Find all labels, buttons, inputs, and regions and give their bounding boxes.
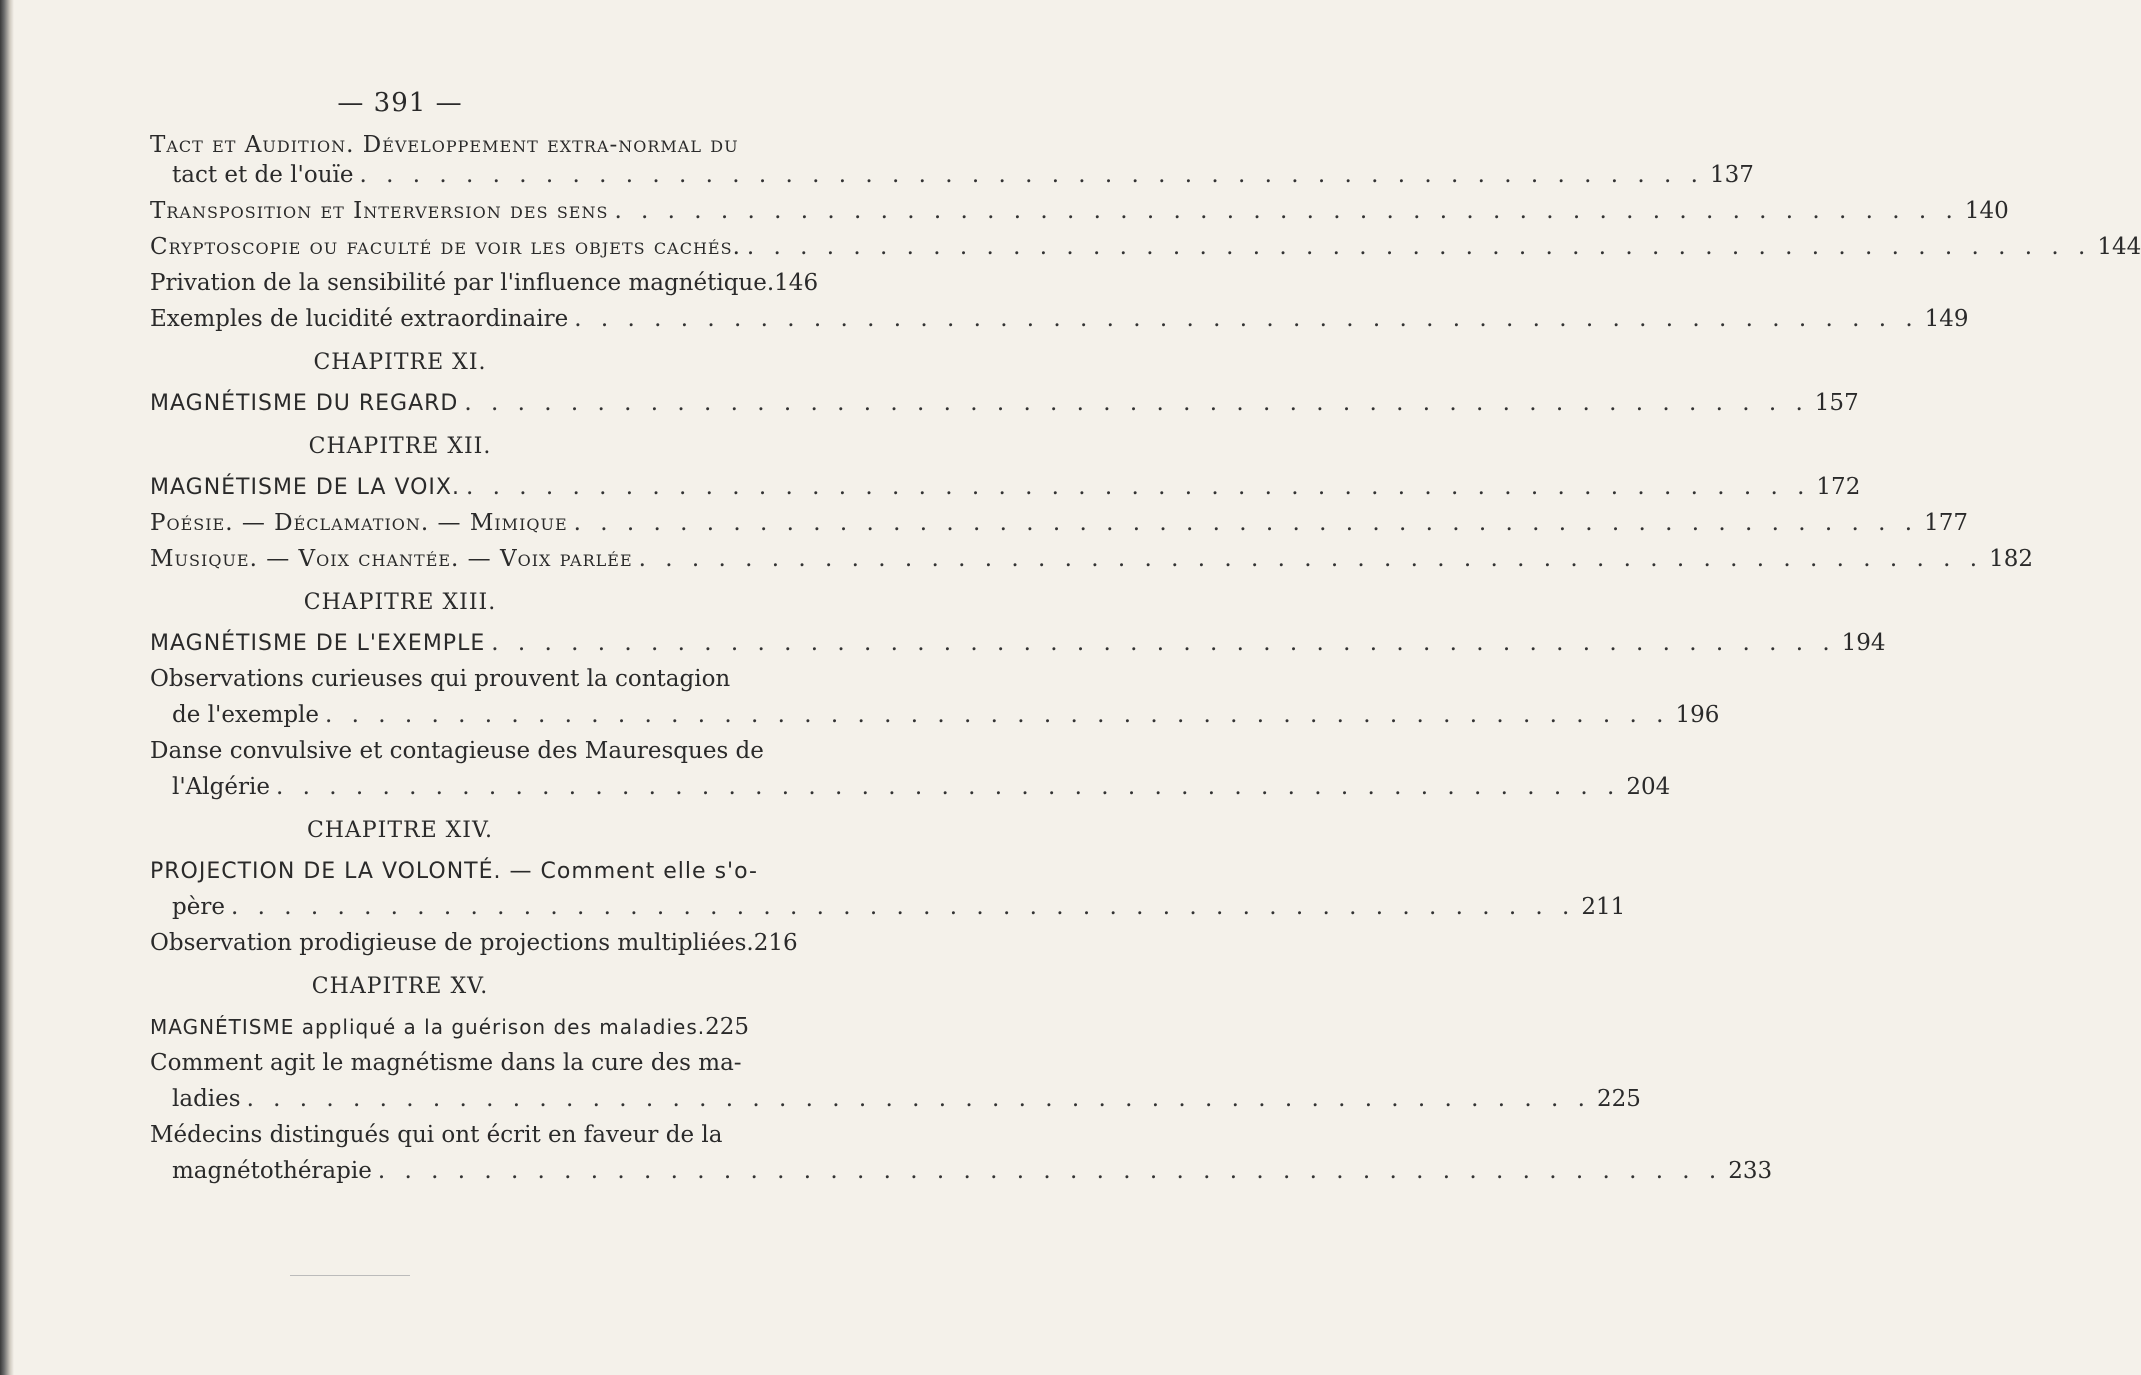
- toc-page-number: 225: [1596, 1086, 1641, 1112]
- chapter-heading: CHAPITRE XIII.: [303, 590, 497, 615]
- toc-page-number: 144: [2097, 234, 2141, 260]
- toc-entry-text: Observation prodigieuse de projections multipliées.: [150, 930, 754, 956]
- toc-entry-text: Observations curieuses qui prouvent la contagion: [150, 666, 731, 692]
- toc-entry-text: Musique. — Voix chantée. — Voix parlée: [150, 546, 633, 572]
- toc-entry-text: MAGNÉTISME DE LA VOIX.: [150, 475, 460, 500]
- toc-entry-text: magnétothérapie: [172, 1158, 372, 1184]
- toc-entry-text: Exemples de lucidité extraordinaire: [150, 306, 569, 332]
- toc-entry: [150, 390, 1859, 426]
- toc-entry-text: père: [172, 894, 225, 920]
- toc-entry: [150, 234, 2141, 270]
- leader-dots: [276, 774, 1620, 800]
- toc-entry: [150, 1014, 750, 1050]
- toc-entry: [172, 894, 1626, 930]
- leader-dots: [325, 702, 1669, 728]
- toc-entry-text: ladies: [172, 1086, 241, 1112]
- toc-entry-text: Cryptoscopie ou faculté de voir les objets cachés.: [150, 234, 741, 260]
- toc-page-number: 196: [1675, 702, 1720, 728]
- chapter-heading: CHAPITRE XII.: [308, 434, 492, 459]
- toc-entry-text: MAGNÉTISME DU REGARD: [150, 391, 459, 416]
- toc-entry: [150, 270, 819, 306]
- leader-dots: [491, 630, 1835, 656]
- toc-page-number: 172: [1816, 474, 1861, 500]
- toc-entry-text: Comment agit le magnétisme dans la cure des ma-: [150, 1050, 742, 1076]
- toc-entry: [150, 930, 798, 966]
- toc-page-number: 177: [1924, 510, 1968, 536]
- toc-page-number: 204: [1626, 774, 1671, 800]
- toc-entry-text: de l'exemple: [172, 702, 320, 728]
- toc-page-number: 137: [1709, 162, 1754, 188]
- leader-dots: [574, 510, 1918, 536]
- leader-dots: [747, 234, 2091, 260]
- book-binding-edge: [0, 0, 14, 1375]
- faded-mark: [290, 1275, 410, 1276]
- leader-dots: [614, 198, 1958, 224]
- toc-entry-text: MAGNÉTISME DE L'EXEMPLE: [150, 631, 486, 656]
- toc-page-number: 146: [774, 270, 819, 296]
- toc-page-number: 211: [1581, 894, 1626, 920]
- toc-page-number: 225: [705, 1014, 750, 1040]
- toc-entry-text: Médecins distingués qui ont écrit en faveur de la: [150, 1122, 723, 1148]
- toc-entry: [150, 630, 1886, 666]
- leader-dots: [231, 894, 1575, 920]
- toc-entry-text: Transposition et Interversion des sens: [150, 198, 609, 224]
- toc-page-number: 140: [1964, 198, 2009, 224]
- toc-entry-text: MAGNÉTISME appliqué a la guérison des maladies.: [150, 1015, 706, 1039]
- chapter-heading: CHAPITRE XIV.: [306, 818, 494, 843]
- toc-entry: [150, 546, 2033, 582]
- toc-entry-text: Privation de la sensibilité par l'influence magnétique.: [150, 270, 775, 296]
- leader-dots: [247, 1086, 1591, 1112]
- toc-page-number: 233: [1728, 1158, 1773, 1184]
- toc-page-number: 216: [753, 930, 798, 956]
- toc-entry: [150, 198, 2009, 234]
- leader-dots: [639, 546, 1983, 572]
- leader-dots: [360, 162, 1704, 188]
- chapter-heading: CHAPITRE XI.: [313, 350, 487, 375]
- toc-entry: [150, 510, 1968, 546]
- toc-entry-text: Danse convulsive et contagieuse des Mauresques de: [150, 738, 764, 764]
- toc-entry: [150, 474, 1861, 510]
- toc-entry-text: [150, 858, 758, 884]
- toc-entry: [172, 774, 1671, 810]
- chapter-heading: CHAPITRE XV.: [311, 974, 489, 999]
- toc-entry: [172, 1158, 1773, 1194]
- page-number: — 391 —: [337, 88, 463, 118]
- toc-page-number: 149: [1924, 306, 1969, 332]
- toc-entry-text: l'Algérie: [172, 774, 270, 800]
- toc-page-number: 194: [1841, 630, 1886, 656]
- toc-entry: [150, 306, 1969, 342]
- toc-entry: [172, 702, 1720, 738]
- leader-dots: [464, 390, 1808, 416]
- toc-entry: [172, 1086, 1641, 1122]
- leader-dots: [574, 306, 1918, 332]
- toc-page-number: 182: [1989, 546, 2033, 572]
- toc-entry-text: tact et de l'ouïe: [172, 162, 354, 188]
- toc-entry-text: Poésie. — Déclamation. — Mimique: [150, 510, 568, 536]
- leader-dots: [378, 1158, 1722, 1184]
- toc-entry: [172, 162, 1754, 198]
- toc-page-number: 157: [1814, 390, 1859, 416]
- leader-dots: [466, 474, 1810, 500]
- toc-entry-text: Tact et Audition. Développement extra-normal du: [150, 132, 739, 158]
- toc-entry-text-part: PROJECTION DE LA VOLONTÉ. — Comment elle s'o-: [150, 859, 758, 884]
